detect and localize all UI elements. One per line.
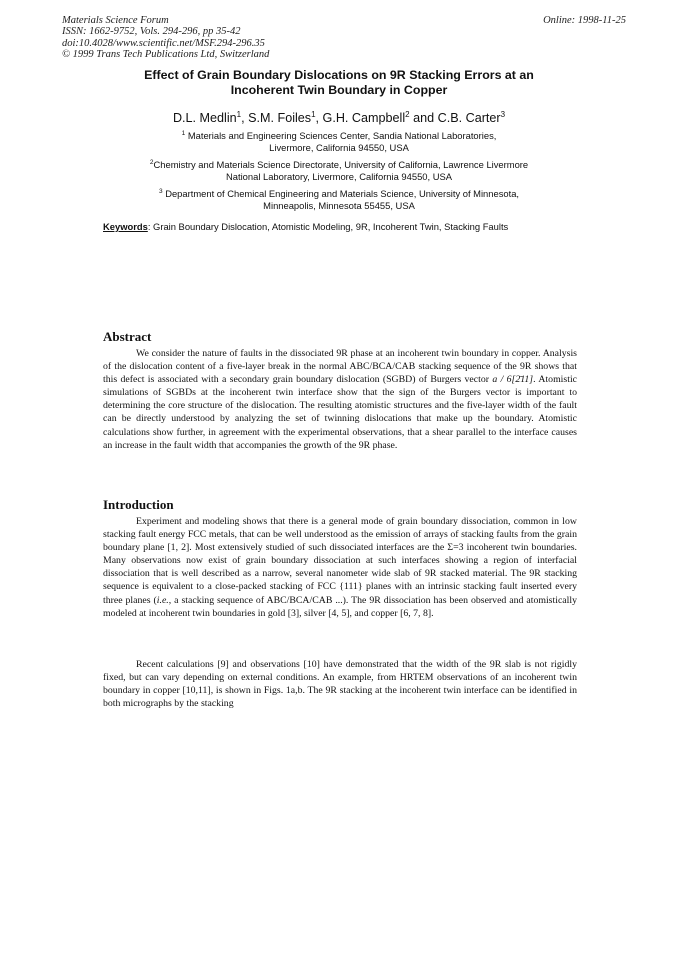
affiliation-number: 3: [158, 188, 163, 195]
keywords-label: Keywords: [103, 221, 148, 232]
affiliation-line: Department of Chemical Engineering and Materials Science, University of Minnesota,: [165, 188, 520, 200]
title-line-2: Incoherent Twin Boundary in Copper: [230, 83, 448, 97]
intro-text: i.e.: [156, 594, 169, 606]
affiliation-2: [80, 157, 598, 183]
abstract-text: . Atomistic simulations of SGBDs at the incoherent twin interface show that the sign of the Burgers vector is important to determining the core structure of the dislocation. The resulting atomistic structures and the five-layer width of the fault can be directly understood by analyzing the set of twinning dislocations that make up the boundary. Atomistic calculations show further, in agreement with the experimental observations, that a shear parallel to the interface causes an increase in the fault width that accompanies the growth of the 9R phase.: [103, 374, 578, 451]
author-name: C.B. Carter: [437, 111, 501, 126]
affiliation-1: [80, 128, 598, 154]
abstract-text: We consider the nature of faults in the dissociated 9R phase at an incoherent twin boundary in copper. Analysis of the dislocation content of a five-layer break in the normal ABC/BCA/CAB stacking sequence of the 9R shows that this defect is associated with a secondary grain boundary dislocation (SGBD) of Burgers vector: [103, 348, 577, 386]
online-date: Online: 1998-11-25: [543, 15, 626, 26]
affiliation-mark: 3: [500, 110, 506, 119]
abstract-heading: Abstract: [103, 329, 152, 344]
intro-text: , a stacking sequence of ABC/BCA/CAB ...). The 9R dissociation has been observed and atomistically modeled at incoherent twin boundaries in gold [3], silver [4, 5], and copper [6, 7, 8].: [103, 594, 577, 619]
affiliation-number: 2: [149, 159, 154, 166]
paper-title: [95, 68, 583, 98]
intro-paragraph-1: [103, 515, 577, 620]
affiliation-mark: 2: [405, 110, 410, 119]
affiliation-mark: 1: [236, 110, 242, 119]
author-name: S.M. Foiles: [248, 111, 312, 126]
keywords-text: Grain Boundary Dislocation, Atomistic Modeling, 9R, Incoherent Twin, Stacking Faults: [153, 221, 509, 232]
author-list: D.L. Medlin$^1$, S.M. Foiles$^1$, G.H. Campbell$^2$ and C.B. Carter$^3$: [172, 110, 506, 126]
affiliation-mark: 1: [311, 110, 316, 119]
affiliation-line: Minneapolis, Minnesota 55455, USA: [263, 200, 415, 212]
author-name: D.L. Medlin: [172, 111, 237, 126]
doi-line[interactable]: doi:10.4028/www.scientific.net/MSF.294-296.35: [62, 37, 265, 49]
journal-name: Materials Science Forum: [62, 15, 169, 26]
issn-line: ISSN: 1662-9752, Vols. 294-296, pp 35-42: [62, 26, 241, 38]
affiliation-line: Materials and Engineering Sciences Center, Sandia National Laboratories,: [187, 130, 497, 142]
journal-header: [62, 15, 269, 61]
affiliation-line: Chemistry and Materials Science Directorate, University of California, Lawrence Livermore: [153, 159, 529, 171]
title-line-1: Effect of Grain Boundary Dislocations on 9R Stacking Errors at an: [144, 68, 534, 82]
intro-paragraph-2: Recent calculations [9] and observations [10] have demonstrated that the width of the 9R slab is not rigidly fixed, but can vary depending on external conditions. An example, from HRTEM observations of an incoherent twin boundary in copper [10,11], is shown in Figs. 1a,b. The 9R stacking at the incoherent twin interface can be identified in both micrographs by the stacking: [103, 659, 577, 710]
affiliation-3: [80, 186, 598, 212]
keywords: Keywords: Grain Boundary Dislocation, Atomistic Modeling, 9R, Incoherent Twin, Stacking Faults: [103, 221, 509, 232]
abstract-paragraph: [103, 347, 577, 452]
introduction-heading: Introduction: [103, 497, 174, 512]
copyright-line: © 1999 Trans Tech Publications Ltd, Switzerland: [62, 49, 270, 61]
affiliation-line: Livermore, California 94550, USA: [269, 142, 409, 154]
affiliation-number: 1: [181, 130, 186, 137]
author-name: G.H. Campbell: [322, 111, 406, 126]
burgers-vector: a / 6[2̄11]: [492, 374, 534, 386]
affiliation-line: National Laboratory, Livermore, California 94550, USA: [226, 171, 452, 183]
intro-text: Experiment and modeling shows that there is a general mode of grain boundary dissociation, common in low stacking fault energy FCC metals, that can be well understood as the emission of arrays of stacking faults from the grain boundary plane [1, 2]. Most extensively studied of such dissociated interfaces are the Σ=3 incoherent twin boundaries. Many observations now exist of grain boundary dissociation at such interfaces showing a region of interfacial dissociation that is well described as a narrow, several nanometer wide slab of 9R stacked material. The 9R stacking sequence is equivalent to a close-packed stacking of FCC {111} planes with an intrinsic stacking fault inserted every three planes (: [103, 516, 577, 606]
